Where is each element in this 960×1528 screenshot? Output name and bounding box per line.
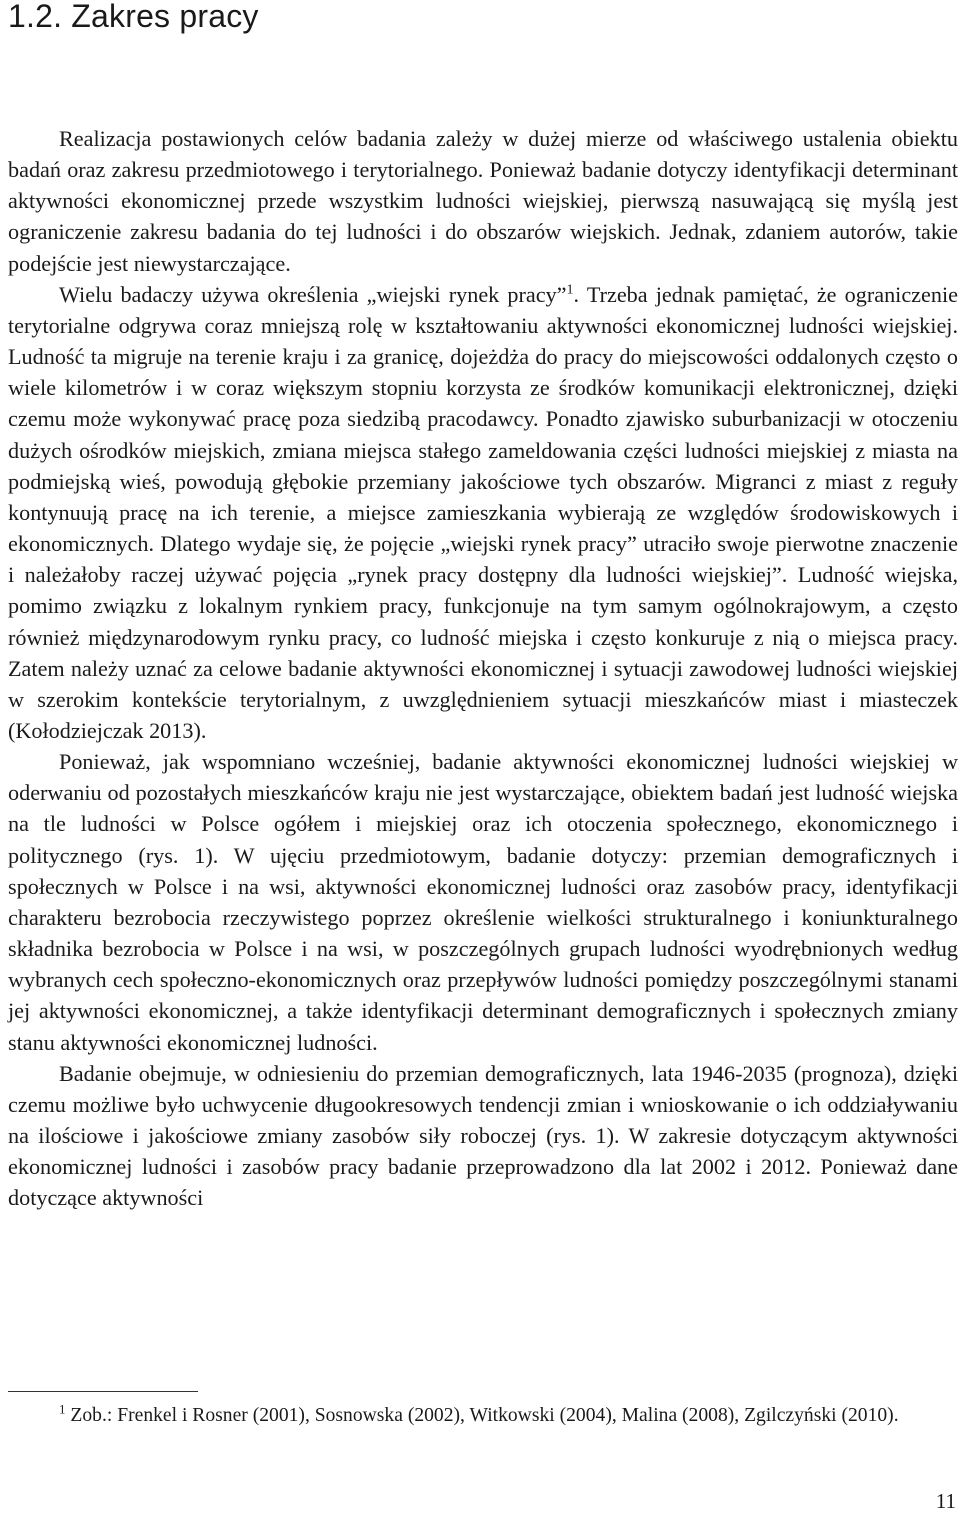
body-text <box>8 123 958 1213</box>
paragraph-2-rest: . Trzeba jednak pamiętać, że ograniczenie terytorialne odgrywa coraz mniejszą rolę w kształtowaniu aktywności ekonomicznej ludności wiejskiej. Ludność ta migruje na terenie kraju i za granicę, dojeżdża do pracy do miejscowości oddalonych często o wiele kilometrów i w coraz większym stopniu korzysta ze środków komunikacji elektronicznej, dzięki czemu może wykonywać pracę poza siedzibą pracodawcy. Ponadto zjawisko suburbanizacji w otoczeniu dużych ośrodków miejskich, zmiana miejsca stałego zameldowania części ludności miejskiej z miasta na podmiejską wieś, powodują głębokie przemiany jakościowe tych obszarów. Migranci z miast z reguły kontynuują pracę na ich terenie, a miejsce zamieszkania wybierają ze względów środowiskowych i ekonomicznych. Dlatego wydaje się, że pojęcie „wiejski rynek pracy” utraciło swoje pierwotne znaczenie i należałoby raczej używać pojęcia „rynek pracy dostępny dla ludności wiejskiej”. Ludność wiejska, pomimo związku z lokalnym rynkiem pracy, funkcjonuje na tym samym ogólnokrajowym, a często również międzynarodowym rynku pracy, co ludność miejska i często konkuruje z nią o miejsca pracy. Zatem należy uznać za celowe badanie aktywności ekonomicznej i sytuacji zawodowej ludności wiejskiej w szerokim kontekście terytorialnym, z uwzględnieniem sytuacji mieszkańców miast i miasteczek (Kołodziejczak 2013). <box>8 281 958 743</box>
page-number: 11 <box>935 1489 956 1513</box>
paragraph-2 <box>8 279 958 746</box>
paragraph-2-lead: Wielu badaczy używa określenia „wiejski rynek pracy” <box>59 281 567 307</box>
paragraph-3: Ponieważ, jak wspomniano wcześniej, badanie aktywności ekonomicznej ludności wiejskiej w oderwaniu od pozostałych mieszkańców kraju nie jest wystarczające, obiektem badań jest ludność wiejska na tle ludności w Polsce ogółem i miejskiej oraz ich otoczenia społecznego, ekonomicznego i politycznego (rys. 1). W ujęciu przedmiotowym, badanie dotyczy: przemian demograficznych i społecznych w Polsce i na wsi, aktywności ekonomicznej ludności oraz zasobów pracy, identyfikacji charakteru bezrobocia rzeczywistego poprzez określenie wielkości strukturalnego i koniunkturalnego składnika bezrobocia w Polsce i na wsi, w poszczególnych grupach ludności wyodrębnionych według wybranych cech społeczno-ekonomicznych oraz przepływów ludności pomiędzy poszczególnymi stanami jej aktywności ekonomicznej, a także identyfikacji determinant demograficznych i społecznych zmiany stanu aktywności ekonomicznej ludności. <box>8 749 958 1055</box>
footnote-mark: 1 <box>59 1401 66 1417</box>
footnote <box>8 1401 958 1430</box>
paragraph-4: Badanie obejmuje, w odniesieniu do przemian demograficznych, lata 1946-2035 (prognoza), dzięki czemu możliwe było uchwycenie długookresowych tendencji zmian i wnioskowanie o ich oddziaływaniu na ilościowe i jakościowe zmiany zasobów siły roboczej (rys. 1). W zakresie dotyczącym aktywności ekonomicznej ludności i zasobów pracy badanie przeprowadzono dla lat 2002 i 2012. Ponieważ dane dotyczące aktywności <box>8 1060 958 1211</box>
section-heading: 1.2. Zakres pracy <box>8 0 259 34</box>
footnote-reference: 1 <box>566 282 574 298</box>
footnote-text: Zob.: Frenkel i Rosner (2001), Sosnowska (2002), Witkowski (2004), Malina (2008), Zgilczyński (2010). <box>65 1405 899 1426</box>
footnote-divider <box>8 1391 198 1392</box>
paragraph-1: Realizacja postawionych celów badania zależy w dużej mierze od właściwego ustalenia obiektu badań oraz zakresu przedmiotowego i terytorialnego. Ponieważ badanie dotyczy identyfikacji determinant aktywności ekonomicznej przede wszystkim ludności wiejskiej, pierwszą nasuwającą się myślą jest ograniczenie zakresu badania do tej ludności i do obszarów wiejskich. Jednak, zdaniem autorów, takie podejście jest niewystarczające. <box>8 126 958 276</box>
